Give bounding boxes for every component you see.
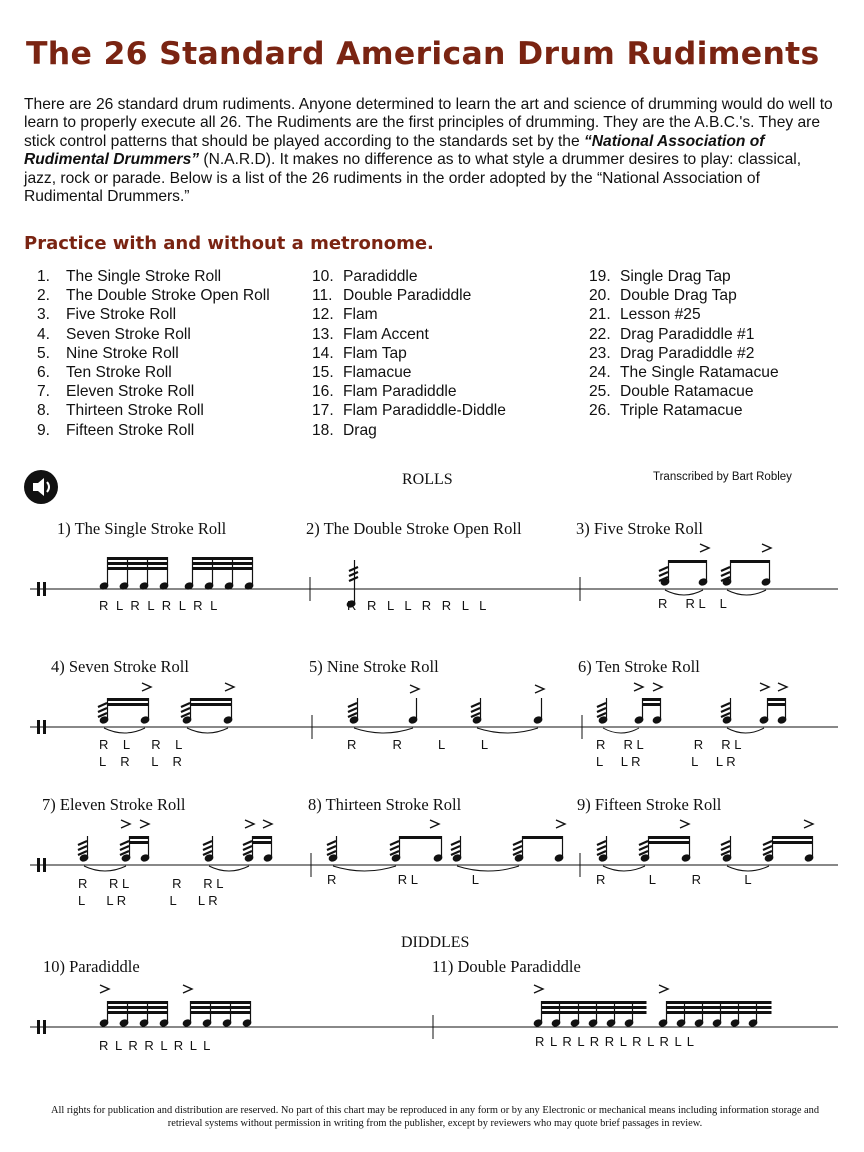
- sticking: R R L R R L: [78, 876, 224, 891]
- item-name: Eleven Stroke Roll: [66, 383, 195, 401]
- accent-mark: [778, 683, 787, 691]
- accent-mark: [183, 985, 192, 993]
- note-beam: [731, 560, 770, 563]
- note-beam: [649, 841, 690, 844]
- section-title-rolls: ROLLS: [402, 471, 453, 488]
- item-name: The Double Stroke Open Roll: [66, 287, 270, 305]
- tie-arc: [603, 728, 639, 733]
- exercise-label: 6) Ten Stroke Roll: [578, 657, 700, 676]
- tremolo-mark: [471, 703, 480, 707]
- note-beam: [193, 562, 253, 565]
- note-beam: [253, 841, 272, 844]
- tremolo-mark: [451, 841, 460, 845]
- item-number: 9.: [37, 421, 51, 439]
- practice-heading: Practice with and without a metronome.: [24, 233, 434, 254]
- tremolo-mark: [78, 846, 87, 850]
- note-beam: [108, 1006, 168, 1009]
- item-number: 11.: [312, 287, 333, 305]
- item-name: Drag Paradiddle #1: [620, 325, 755, 343]
- item-name: Fifteen Stroke Roll: [66, 421, 195, 439]
- tremolo-mark: [721, 567, 730, 571]
- exercise-label: 4) Seven Stroke Roll: [51, 657, 189, 676]
- tremolo-mark: [78, 841, 87, 845]
- exercise-label: 8) Thirteen Stroke Roll: [308, 795, 462, 814]
- item-number: 13.: [312, 325, 334, 343]
- tremolo-mark: [639, 846, 648, 850]
- item-name: The Single Ratamacue: [620, 364, 779, 382]
- item-name: Double Ratamacue: [620, 383, 754, 401]
- item-name: Lesson #25: [620, 306, 701, 324]
- tremolo-mark: [349, 577, 358, 581]
- tremolo-mark: [243, 841, 252, 845]
- tie-arc: [84, 866, 126, 871]
- tremolo-mark: [639, 841, 648, 845]
- note-beam: [108, 1011, 168, 1014]
- note-beam: [191, 1011, 251, 1014]
- tie-arc: [333, 866, 396, 871]
- item-name: Nine Stroke Roll: [66, 344, 179, 362]
- tremolo-mark: [721, 841, 730, 845]
- section-title-diddles: DIDDLES: [401, 934, 470, 951]
- tremolo-mark: [327, 841, 336, 845]
- exercise-label: 2) The Double Stroke Open Roll: [306, 519, 522, 538]
- item-number: 7.: [37, 383, 51, 401]
- sticking: R R L L: [658, 596, 727, 611]
- item-number: 3.: [37, 306, 51, 324]
- tremolo-mark: [390, 846, 399, 850]
- tremolo-mark: [721, 708, 730, 712]
- sticking: R L R L: [99, 737, 183, 752]
- tremolo-mark: [451, 846, 460, 850]
- accent-mark: [760, 683, 769, 691]
- tie-arc: [727, 728, 764, 733]
- accent-mark: [245, 820, 254, 828]
- item-number: 14.: [312, 344, 334, 362]
- tremolo-mark: [181, 708, 190, 712]
- tie-arc: [727, 866, 769, 871]
- item-number: 22.: [589, 325, 611, 343]
- note-beam: [667, 1001, 772, 1004]
- item-number: 2.: [37, 287, 51, 305]
- item-name: Paradiddle: [343, 268, 418, 285]
- tremolo-mark: [763, 841, 772, 845]
- tie-arc: [354, 728, 413, 733]
- accent-mark: [700, 544, 709, 552]
- item-number: 19.: [589, 268, 611, 285]
- accent-mark: [653, 683, 662, 691]
- tie-arc: [477, 728, 538, 733]
- item-number: 1.: [37, 268, 51, 285]
- item-name: Seven Stroke Roll: [66, 325, 191, 343]
- intro-org-name: “National Association of Rudimental Drummers”: [24, 132, 765, 169]
- note-beam: [667, 1006, 772, 1009]
- page-title: The 26 Standard American Drum Rudiments: [26, 36, 820, 72]
- note-beam: [773, 836, 813, 839]
- note-beam: [191, 1001, 251, 1004]
- note-beam: [643, 698, 661, 701]
- note-beam: [542, 1006, 647, 1009]
- item-number: 6.: [37, 364, 51, 382]
- note-beam: [108, 1001, 168, 1004]
- item-name: Double Paradiddle: [343, 287, 472, 305]
- tremolo-mark: [659, 567, 668, 571]
- sticking: R R L L: [327, 872, 479, 887]
- item-number: 4.: [37, 325, 51, 343]
- sticking: L L R L L R: [78, 893, 218, 908]
- accent-mark: [263, 820, 272, 828]
- note-beam: [542, 1001, 647, 1004]
- note-beam: [108, 703, 149, 706]
- tremolo-mark: [659, 572, 668, 576]
- item-number: 20.: [589, 287, 611, 305]
- item-name: Flam Tap: [343, 344, 407, 362]
- tremolo-mark: [597, 708, 606, 712]
- note-beam: [193, 557, 253, 560]
- exercise-label: 3) Five Stroke Roll: [576, 519, 703, 538]
- tremolo-mark: [98, 703, 107, 707]
- item-name: Thirteen Stroke Roll: [66, 402, 204, 420]
- tremolo-mark: [721, 703, 730, 707]
- tie-arc: [187, 728, 228, 733]
- tremolo-mark: [513, 846, 522, 850]
- note-beam: [253, 836, 272, 839]
- item-number: 5.: [37, 344, 51, 362]
- item-number: 8.: [37, 402, 51, 420]
- accent-mark: [659, 985, 668, 993]
- tremolo-mark: [120, 841, 129, 845]
- item-number: 15.: [312, 364, 334, 382]
- note-beam: [191, 698, 232, 701]
- accent-mark: [762, 544, 771, 552]
- item-number: 12.: [312, 306, 334, 324]
- sticking: R L R L R R L R L R L L: [535, 1034, 695, 1049]
- note-beam: [669, 560, 707, 563]
- tremolo-mark: [471, 708, 480, 712]
- tremolo-mark: [98, 708, 107, 712]
- item-number: 10.: [312, 268, 334, 285]
- note-beam: [542, 1011, 647, 1014]
- sticking: R R L L: [347, 737, 489, 752]
- accent-mark: [634, 683, 643, 691]
- exercise-label: 11) Double Paradiddle: [432, 957, 581, 976]
- accent-mark: [535, 685, 544, 693]
- note-beam: [667, 1011, 772, 1014]
- item-name: Flam Paradiddle: [343, 383, 457, 401]
- tremolo-mark: [721, 572, 730, 576]
- tremolo-mark: [721, 846, 730, 850]
- tie-arc: [603, 866, 645, 871]
- item-number: 25.: [589, 383, 611, 401]
- tremolo-mark: [597, 846, 606, 850]
- exercise-label: 5) Nine Stroke Roll: [309, 657, 439, 676]
- tie-arc: [665, 590, 703, 595]
- intro-text-1: There are 26 standard drum rudiments. Anyone determined to learn the art and science of drumming would do well to learn to properly execute all 26. The Rudiments are the first principles of drumming. They are the A.B.C.'s. They are stick control patterns that should be played according to the standards set by the: [24, 96, 833, 150]
- item-name: Five Stroke Roll: [66, 306, 177, 324]
- item-number: 18.: [312, 421, 334, 439]
- accent-mark: [121, 820, 130, 828]
- tie-arc: [104, 728, 145, 733]
- accent-mark: [556, 820, 565, 828]
- item-number: 24.: [589, 364, 611, 382]
- accent-mark: [100, 985, 109, 993]
- note-beam: [130, 836, 149, 839]
- tremolo-mark: [181, 703, 190, 707]
- item-name: Flamacue: [343, 364, 412, 382]
- tremolo-mark: [597, 841, 606, 845]
- tremolo-mark: [348, 708, 357, 712]
- item-name: Drag: [343, 421, 377, 439]
- accent-mark: [140, 820, 149, 828]
- note-beam: [400, 836, 442, 839]
- tremolo-mark: [327, 846, 336, 850]
- item-name: Double Drag Tap: [620, 287, 737, 305]
- note-beam: [191, 703, 232, 706]
- note-beam: [649, 836, 690, 839]
- sticking: R L R L: [596, 872, 752, 887]
- sticking: R R L L R R L L: [347, 598, 487, 613]
- note-beam: [523, 836, 563, 839]
- sticking: R R L R R L: [596, 737, 742, 752]
- tie-arc: [727, 590, 766, 595]
- exercise-label: 10) Paradiddle: [43, 957, 140, 976]
- tremolo-mark: [348, 703, 357, 707]
- note-beam: [191, 1006, 251, 1009]
- accent-mark: [534, 985, 543, 993]
- accent-mark: [225, 683, 234, 691]
- exercise-label: 1) The Single Stroke Roll: [57, 519, 227, 538]
- item-name: Drag Paradiddle #2: [620, 344, 755, 362]
- item-number: 21.: [589, 306, 611, 324]
- tremolo-mark: [120, 846, 129, 850]
- tremolo-mark: [349, 572, 358, 576]
- item-name: The Single Stroke Roll: [66, 268, 222, 285]
- accent-mark: [680, 820, 689, 828]
- exercise-label: 9) Fifteen Stroke Roll: [577, 795, 722, 814]
- tremolo-mark: [763, 846, 772, 850]
- item-name: Triple Ratamacue: [620, 402, 743, 420]
- note-beam: [643, 703, 661, 706]
- item-name: Flam: [343, 306, 378, 324]
- note-beam: [773, 841, 813, 844]
- item-name: Ten Stroke Roll: [66, 364, 172, 382]
- note-beam: [130, 841, 149, 844]
- item-number: 23.: [589, 344, 611, 362]
- accent-mark: [410, 685, 419, 693]
- item-number: 16.: [312, 383, 334, 401]
- tremolo-mark: [513, 841, 522, 845]
- accent-mark: [804, 820, 813, 828]
- tremolo-mark: [390, 841, 399, 845]
- sticking: L L R L L R: [596, 754, 736, 769]
- tremolo-mark: [243, 846, 252, 850]
- intro-text-2: (N.A.R.D). It makes no difference as to what style a drummer desires to play: classical, jazz, rock or parade. Below is a list of the 26 rudiments in the order adopted by the “National Association of Rudimental Drummers.”: [24, 151, 802, 206]
- item-name: Flam Paradiddle-Diddle: [343, 402, 506, 420]
- tremolo-mark: [203, 841, 212, 845]
- sticking: L R L R: [99, 754, 182, 769]
- tie-arc: [457, 866, 519, 871]
- note-beam: [108, 562, 168, 565]
- note-beam: [193, 567, 253, 570]
- sticking: R L R L R L R L: [99, 598, 218, 613]
- accent-mark: [142, 683, 151, 691]
- note-beam: [768, 698, 786, 701]
- note-beam: [108, 698, 149, 701]
- note-beam: [108, 557, 168, 560]
- note-beam: [108, 567, 168, 570]
- accent-mark: [430, 820, 439, 828]
- exercise-label: 7) Eleven Stroke Roll: [42, 795, 186, 814]
- item-name: Flam Accent: [343, 325, 429, 343]
- item-number: 17.: [312, 402, 334, 420]
- sticking: R L R R L R L L: [99, 1038, 211, 1053]
- tremolo-mark: [349, 567, 358, 571]
- tremolo-mark: [203, 846, 212, 850]
- transcriber-credit: Transcribed by Bart Robley: [653, 471, 792, 483]
- copyright-footer: All rights for publication and distribution are reserved. No part of this chart may be reproduced in any form or by any Electronic or mechanical means including information storage and retrieval systems without permission in writing from the publisher, except by reviewers who may quote brief passages in review.: [50, 1105, 820, 1129]
- item-number: 26.: [589, 402, 611, 420]
- tie-arc: [209, 866, 249, 871]
- tremolo-mark: [597, 703, 606, 707]
- item-name: Single Drag Tap: [620, 268, 731, 285]
- note-beam: [768, 703, 786, 706]
